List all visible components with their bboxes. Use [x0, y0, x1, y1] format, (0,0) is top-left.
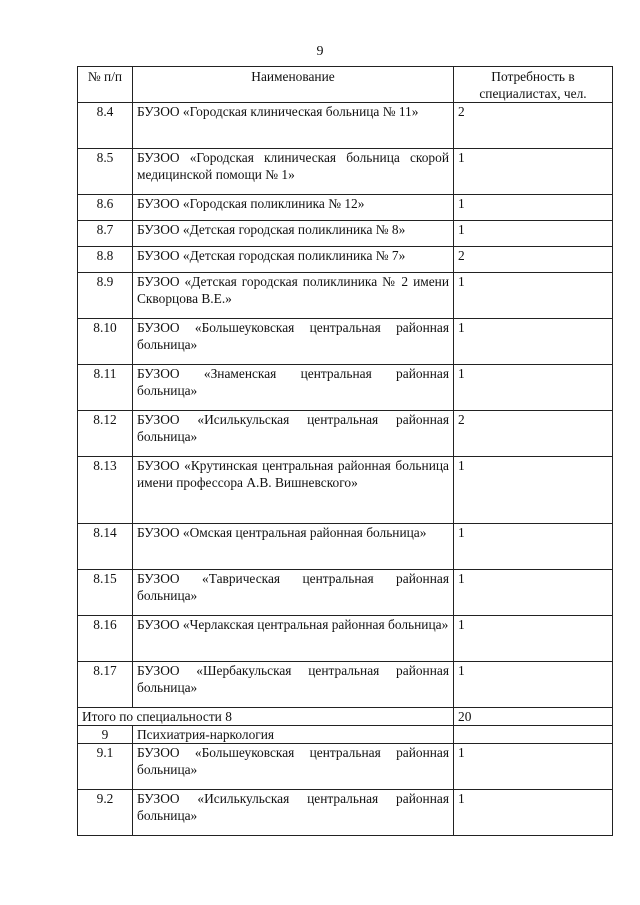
row-need: 1: [454, 221, 613, 247]
row-name: БУЗОО «Исилькульская центральная районная больница»: [133, 411, 454, 457]
row-need: 2: [454, 247, 613, 273]
table-row: [78, 365, 613, 411]
section-title: Психиатрия-наркология: [133, 726, 454, 744]
row-need: 1: [454, 662, 613, 708]
row-num: 8.4: [78, 103, 133, 149]
section-need: [454, 726, 613, 744]
row-need: 1: [454, 319, 613, 365]
table-row: [78, 790, 613, 836]
row-need: 1: [454, 524, 613, 570]
table-row: [78, 221, 613, 247]
row-num: 8.16: [78, 616, 133, 662]
row-num: 8.7: [78, 221, 133, 247]
table-header-row: [78, 67, 613, 103]
row-need: 1: [454, 790, 613, 836]
row-num: 8.11: [78, 365, 133, 411]
row-name: БУЗОО «Детская городская поликлиника № 7»: [133, 247, 454, 273]
row-num: 8.8: [78, 247, 133, 273]
row-name: БУЗОО «Исилькульская центральная районная больница»: [133, 790, 454, 836]
table-row: [78, 247, 613, 273]
row-num: 8.6: [78, 195, 133, 221]
table-row: [78, 457, 613, 524]
row-num: 8.5: [78, 149, 133, 195]
row-name: БУЗОО «Знаменская центральная районная больница»: [133, 365, 454, 411]
table-row: [78, 273, 613, 319]
table-row: [78, 616, 613, 662]
row-need: 1: [454, 149, 613, 195]
row-need: 2: [454, 103, 613, 149]
row-num: 9.1: [78, 744, 133, 790]
table-row: [78, 149, 613, 195]
row-num: 8.17: [78, 662, 133, 708]
row-name: БУЗОО «Черлакская центральная районная больница»: [133, 616, 454, 662]
row-num: 8.10: [78, 319, 133, 365]
section-num: 9: [78, 726, 133, 744]
table-row: [78, 195, 613, 221]
row-num: 8.13: [78, 457, 133, 524]
table-row: [78, 662, 613, 708]
total-row: [78, 708, 613, 726]
row-need: 1: [454, 273, 613, 319]
row-name: БУЗОО «Городская клиническая больница № 11»: [133, 103, 454, 149]
row-name: БУЗОО «Городская клиническая больница скорой медицинской помощи № 1»: [133, 149, 454, 195]
row-num: 8.9: [78, 273, 133, 319]
row-name: БУЗОО «Таврическая центральная районная больница»: [133, 570, 454, 616]
row-need: 1: [454, 744, 613, 790]
header-need: Потребность в специалистах, чел.: [454, 67, 613, 103]
total-label: Итого по специальности 8: [78, 708, 454, 726]
row-name: БУЗОО «Детская городская поликлиника № 8»: [133, 221, 454, 247]
row-need: 1: [454, 365, 613, 411]
total-value: 20: [454, 708, 613, 726]
row-need: 1: [454, 570, 613, 616]
row-need: 2: [454, 411, 613, 457]
row-num: 8.15: [78, 570, 133, 616]
row-num: 9.2: [78, 790, 133, 836]
table-row: [78, 570, 613, 616]
row-need: 1: [454, 195, 613, 221]
table-row: [78, 319, 613, 365]
row-name: БУЗОО «Большеуковская центральная районная больница»: [133, 744, 454, 790]
row-name: БУЗОО «Шербакульская центральная районная больница»: [133, 662, 454, 708]
row-num: 8.12: [78, 411, 133, 457]
section-row: [78, 726, 613, 744]
table-row: [78, 524, 613, 570]
row-name: БУЗОО «Городская поликлиника № 12»: [133, 195, 454, 221]
table-row: [78, 744, 613, 790]
specialist-needs-table: [77, 66, 613, 836]
row-need: 1: [454, 457, 613, 524]
row-num: 8.14: [78, 524, 133, 570]
row-name: БУЗОО «Крутинская центральная районная больница имени профессора А.В. Вишневского»: [133, 457, 454, 524]
table-row: [78, 411, 613, 457]
row-name: БУЗОО «Большеуковская центральная районная больница»: [133, 319, 454, 365]
row-name: БУЗОО «Омская центральная районная больница»: [133, 524, 454, 570]
header-name: Наименование: [133, 67, 454, 103]
row-name: БУЗОО «Детская городская поликлиника № 2 имени Скворцова В.Е.»: [133, 273, 454, 319]
header-num: № п/п: [78, 67, 133, 103]
page-number: 9: [316, 44, 324, 59]
table-row: [78, 103, 613, 149]
row-need: 1: [454, 616, 613, 662]
